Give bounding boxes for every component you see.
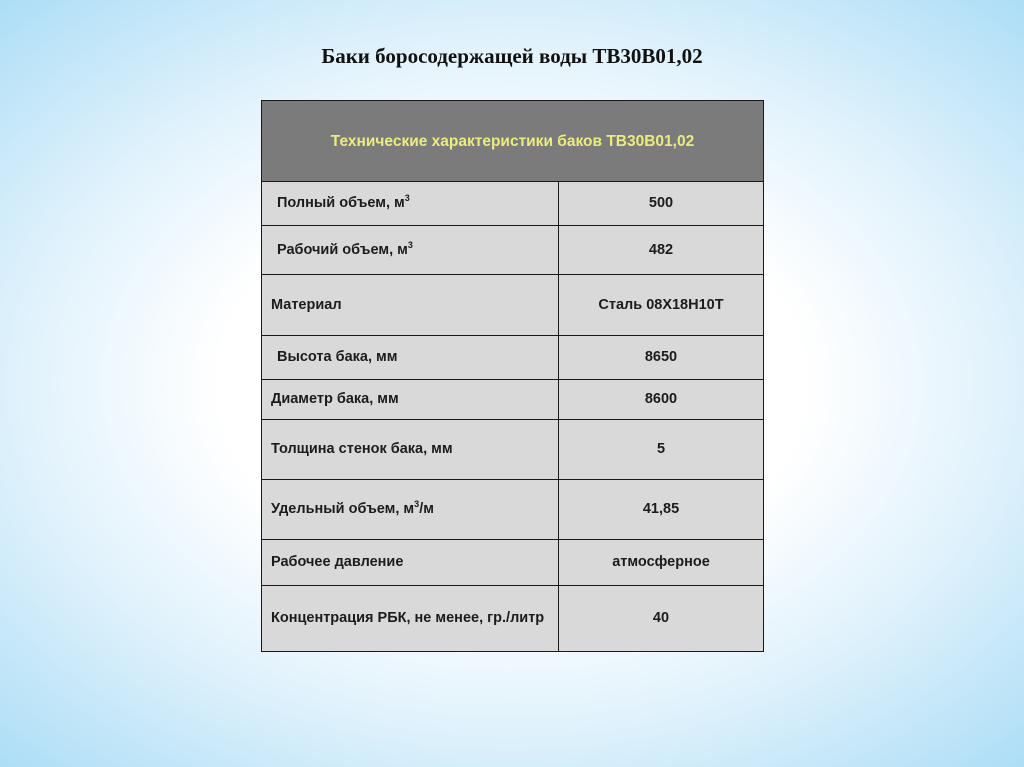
row-value-total-volume: 500 bbox=[559, 182, 764, 226]
slide-title: Баки боросодержащей воды ТВ30В01,02 bbox=[321, 44, 703, 68]
spec-table bbox=[261, 100, 764, 652]
table-row bbox=[262, 380, 764, 420]
row-label-wall-thickness: Толщина стенок бака, мм bbox=[262, 420, 559, 480]
table-row bbox=[262, 420, 764, 480]
row-label-material: Материал bbox=[262, 275, 559, 336]
table-header: Технические характеристики баков ТВ30В01,02 bbox=[262, 101, 764, 182]
table-row bbox=[262, 226, 764, 275]
row-label-total-volume: Полный объем, $м^3$ bbox=[262, 182, 559, 226]
table-row bbox=[262, 275, 764, 336]
table-header-row bbox=[262, 101, 764, 182]
row-value-tank-height: 8650 bbox=[559, 336, 764, 380]
row-value-working-volume: 482 bbox=[559, 226, 764, 275]
table-row bbox=[262, 182, 764, 226]
table-row bbox=[262, 336, 764, 380]
row-label-tank-height: Высота бака, мм bbox=[262, 336, 559, 380]
row-label-working-pressure: Рабочее давление bbox=[262, 540, 559, 586]
table-row bbox=[262, 540, 764, 586]
row-value-boric-concentration: 40 bbox=[559, 586, 764, 652]
row-label-tank-diameter: Диаметр бака, мм bbox=[262, 380, 559, 420]
row-value-material: Сталь 08Х18Н10Т bbox=[559, 275, 764, 336]
table-row bbox=[262, 586, 764, 652]
row-value-working-pressure: атмосферное bbox=[559, 540, 764, 586]
row-label-specific-volume: Удельный объем, $м^3/м$ bbox=[262, 480, 559, 540]
row-label-boric-concentration: Концентрация РБК, не менее, гр./литр bbox=[262, 586, 559, 652]
row-label-working-volume: Рабочий объем, $м^3$ bbox=[262, 226, 559, 275]
row-value-specific-volume: 41,85 bbox=[559, 480, 764, 540]
row-value-wall-thickness: 5 bbox=[559, 420, 764, 480]
row-value-tank-diameter: 8600 bbox=[559, 380, 764, 420]
table-row bbox=[262, 480, 764, 540]
